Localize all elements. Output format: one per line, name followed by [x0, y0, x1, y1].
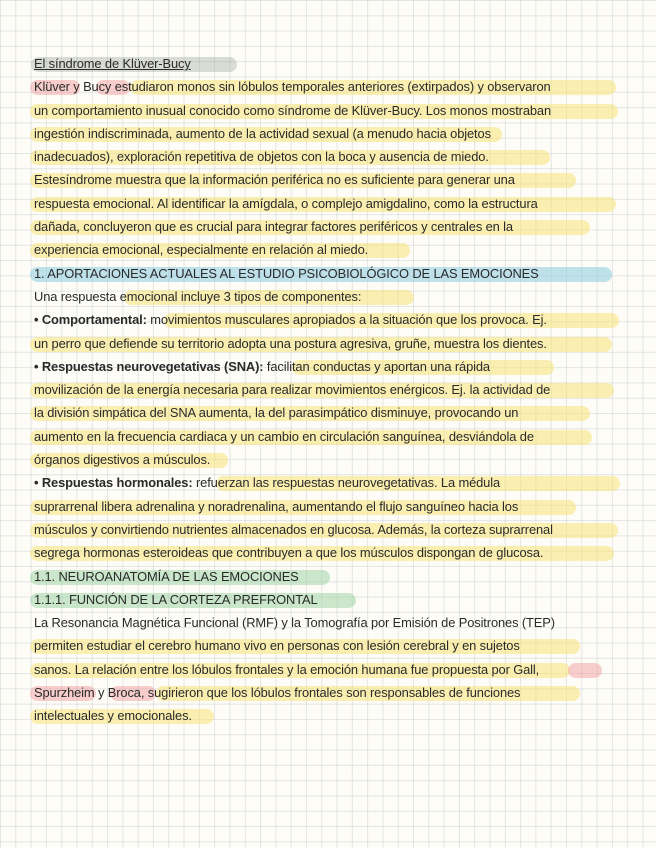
section-title-line — [34, 52, 636, 75]
text-line: un comportamiento inusual conocido como síndrome de Klüver-Bucy. Los monos mostraban — [34, 99, 636, 122]
bullet-label: • Comportamental: — [34, 312, 147, 328]
bullet-comportamental: • Comportamental: movimientos musculares apropiados a la situación que los provoca. Ej. — [34, 308, 636, 331]
text-line: La Resonancia Magnética Funcional (RMF) y la Tomografía por Emisión de Positrones (TEP) — [34, 615, 555, 631]
bullet-label: • Respuestas neurovegetativas (SNA): — [34, 358, 264, 374]
text-line: Klüver y Bucy estudiaron monos sin lóbulos temporales anteriores (extirpados) y observaron — [34, 75, 636, 98]
heading-1: 1. APORTACIONES ACTUALES AL ESTUDIO PSICOBIOLÓGICO DE LAS EMOCIONES — [34, 265, 539, 281]
text-line: inadecuados), exploración repetitiva de objetos con la boca y ausencia de miedo. — [34, 145, 636, 168]
text-line: la división simpática del SNA aumenta, la del parasimpático disminuye, provocando un — [34, 401, 636, 424]
intro-text: Una respuesta emocional incluye 3 tipos de componentes: — [34, 288, 362, 304]
text-line: segrega hormonas esteroideas que contribuyen a que los músculos dispongan de glucosa. — [34, 541, 636, 564]
section-title: El síndrome de Klüver-Bucy — [34, 56, 191, 71]
bullet-label: • Respuestas hormonales: — [34, 475, 193, 491]
text-line: aumento en la frecuencia cardiaca y un cambio en circulación sanguínea, desviándola de — [34, 425, 636, 448]
text-line: dañada, concluyeron que es crucial para integrar factores periféricos y centrales en la — [34, 215, 636, 238]
text-line: un perro que defiende su territorio adopta una postura agresiva, gruñe, muestra los dientes. — [34, 332, 636, 355]
heading-line — [34, 588, 636, 611]
text-line: ingestión indiscriminada, aumento de la actividad sexual (a menudo hacia objetos — [34, 122, 636, 145]
heading-line — [34, 565, 636, 588]
heading-3: 1.1.1. FUNCIÓN DE LA CORTEZA PREFRONTAL — [34, 591, 318, 607]
text-line: respuesta emocional. Al identificar la amígdala, o complejo amigdalino, como la estructura — [34, 192, 636, 215]
text-line: Estesíndrome muestra que la información periférica no es suficiente para generar una — [34, 168, 636, 191]
text-line: músculos y convirtiendo nutrientes almacenados en glucosa. Además, la corteza suprarrenal — [34, 518, 636, 541]
bullet-neurovegetativas: • Respuestas neurovegetativas (SNA): facilitan conductas y aportan una rápida — [34, 355, 636, 378]
text-line: suprarrenal libera adrenalina y noradrenalina, aumentando el flujo sanguíneo hacia los — [34, 495, 636, 518]
heading-line — [34, 262, 636, 285]
text-line: Spurzheim y Broca, sugirieron que los lóbulos frontales son responsables de funciones — [34, 681, 636, 704]
text-line: órganos digestivos a músculos. — [34, 448, 636, 471]
heading-2: 1.1. NEUROANATOMÍA DE LAS EMOCIONES — [34, 568, 299, 584]
text-line: permiten estudiar el cerebro humano vivo en personas con lesión cerebral y en sujetos — [34, 634, 636, 657]
bullet-hormonales: • Respuestas hormonales: refuerzan las respuestas neurovegetativas. La médula — [34, 471, 636, 494]
text-line: sanos. La relación entre los lóbulos frontales y la emoción humana fue propuesta por Gall, — [34, 658, 636, 681]
text-line: movilización de la energía necesaria para realizar movimientos enérgicos. Ej. la actividad de — [34, 378, 636, 401]
text-line: experiencia emocional, especialmente en relación al miedo. — [34, 238, 636, 261]
text-line — [34, 285, 636, 308]
text-line: intelectuales y emocionales. — [34, 704, 636, 727]
